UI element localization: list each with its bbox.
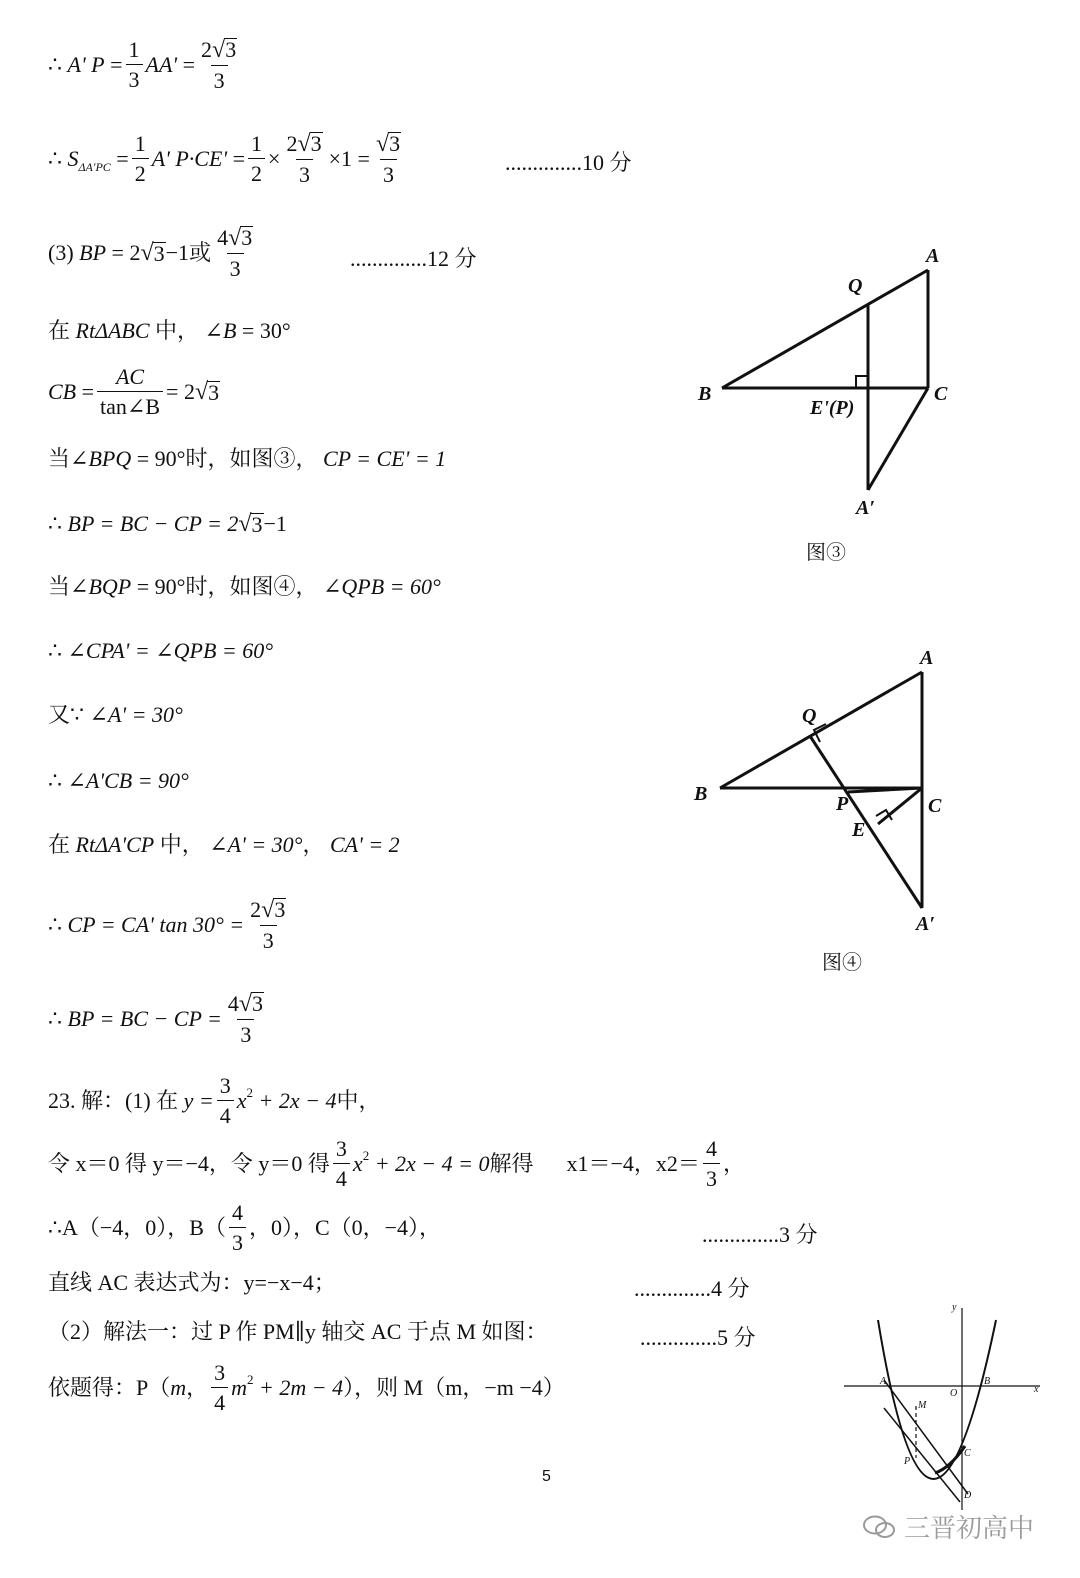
- text-line: 当 ∠BQP = 90° 时，如图④， ∠QPB = 60°: [48, 574, 441, 599]
- page-number: 5: [542, 1468, 551, 1485]
- eq-area: ∴ S ΔA'PC = $\frac{1}{2}$ A' P·CE' = $\frac{1}{2}$ × $\frac{2√3}{3}$ ×1 = $\frac{√3}{3}$: [48, 131, 401, 187]
- text-line: ∴ BP = BC − CP = 2 √ 3 −1: [48, 511, 287, 537]
- figure-parabola: [840, 1298, 1050, 1510]
- segment-ba: [722, 270, 928, 388]
- score-marker: ..............12 分: [350, 246, 477, 271]
- text-line: 当 ∠BPQ = 90° 时，如图③， CP = CE' = 1: [48, 446, 447, 471]
- label-q: Q: [802, 705, 817, 727]
- text-line: 又 ∵ ∠A' = 30°: [48, 702, 183, 727]
- label-d: D: [964, 1490, 972, 1501]
- text-line: 23. 解：(1) 在 y = $\frac{3}{4}$ x 2 + 2x − 4 中，: [48, 1073, 381, 1128]
- label-a-prime: A′: [916, 913, 935, 935]
- text-line: 在 RtΔABC 中， ∠B = 30°: [48, 318, 291, 343]
- eq-bp: ∴ BP = BC − CP = $\frac{4√3}{3}$: [48, 991, 264, 1047]
- fraction: $\frac{1}{3}$: [126, 39, 143, 91]
- figure-3-caption: 图③: [806, 542, 846, 564]
- segment-ba: [720, 672, 922, 788]
- wechat-icon: [862, 1514, 896, 1540]
- label-p: P: [904, 1456, 911, 1467]
- score-marker: ..............3 分: [702, 1222, 818, 1247]
- segment-qa-prime: [810, 736, 922, 908]
- label-a-prime: A′: [856, 497, 875, 519]
- label-c: C: [928, 795, 942, 817]
- label-e: E: [852, 819, 866, 841]
- text-line: （2）解法一：过 P 作 PM∥y 轴交 AC 于点 M 如图：: [48, 1319, 548, 1344]
- label-o: O: [950, 1388, 958, 1399]
- label-p: P: [836, 793, 849, 815]
- label-a: A: [880, 1376, 887, 1387]
- eq-ap-value: ∴ A' P = $\frac{1}{3}$ AA' = $\frac{2√3}{3}$: [48, 38, 243, 92]
- tangent-line: [884, 1408, 960, 1502]
- text-line: 依题得：P（ m ， $\frac{3}{4}$ m 2 + 2m − 4 ），则 M（m，−m −4）: [48, 1360, 565, 1415]
- segment-ec: [878, 788, 922, 824]
- label-q: Q: [848, 275, 863, 297]
- label-e-p: E'(P): [810, 397, 855, 419]
- text-line: 令 x＝0 得 y＝−4，令 y＝0 得 $\frac{3}{4}$ x 2 + 2x − 4 = 0 解得 x1＝−4，x2＝ $\frac{4}{3}$ ，: [48, 1136, 745, 1191]
- text-line: 直线 AC 表达式为：y=−x−4；: [48, 1270, 336, 1295]
- eq-cp: ∴ CP = CA' tan 30° = $\frac{2√3}{3}$: [48, 897, 286, 953]
- figure-3: [680, 240, 970, 540]
- score-marker: ..............5 分: [640, 1325, 756, 1350]
- right-angle-mark: [856, 376, 868, 388]
- label-c: C: [964, 1448, 971, 1459]
- label-b: B: [698, 383, 712, 405]
- label-x: x: [1034, 1384, 1039, 1395]
- eq-cb: CB = $\frac{AC}{\tan\angle B}$ = 2 √ 3: [48, 364, 220, 419]
- label-m: M: [918, 1400, 927, 1411]
- label-b: B: [694, 783, 708, 805]
- text-line: 在 RtΔA'CP 中， ∠A' = 30° ， CA' = 2: [48, 832, 400, 857]
- text-line: ∴ ∠CPA' = ∠QPB = 60°: [48, 638, 274, 663]
- eq-part3-answer: (3) BP = 2 √ 3 −1 或 $\frac{4√3}{3}$: [48, 225, 253, 281]
- parabola-curve: [878, 1320, 996, 1479]
- label-b: B: [984, 1376, 991, 1387]
- label-a: A: [920, 647, 934, 669]
- watermark-text: 三晋初高中: [904, 1514, 1035, 1544]
- text-line: ∴A（−4，0），B（ $\frac{4}{3}$ ，0），C（0，−4），: [48, 1200, 442, 1255]
- figure-4-caption: 图④: [822, 952, 862, 974]
- fraction: $\frac{2√3}{3}$: [201, 37, 237, 93]
- segment-ca-prime: [868, 388, 928, 490]
- label-y: y: [952, 1302, 957, 1313]
- score-marker: ..............4 分: [634, 1276, 750, 1301]
- watermark: [862, 1508, 1034, 1545]
- label-a: A: [926, 245, 940, 267]
- label-c: C: [934, 383, 948, 405]
- score-marker: ..............10 分: [505, 150, 632, 175]
- text-line: ∴ ∠A'CB = 90°: [48, 768, 189, 793]
- figure-4: [680, 640, 970, 940]
